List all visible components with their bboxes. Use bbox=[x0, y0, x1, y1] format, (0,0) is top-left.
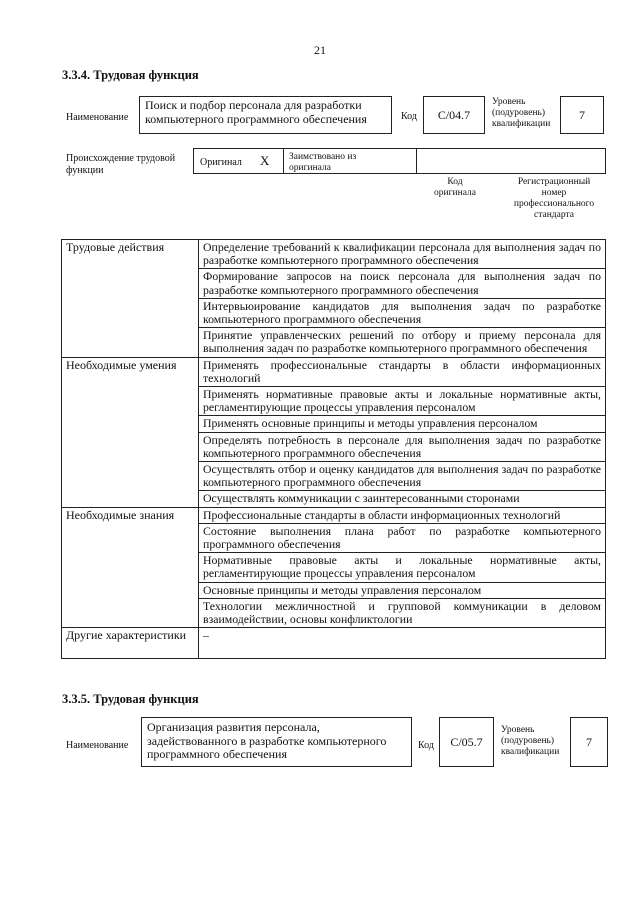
required-skills-item: Определять потребность в персонале для выполнения задач по разработке компьютерного программного обеспечения bbox=[199, 432, 606, 461]
level-label-335 bbox=[501, 725, 565, 758]
labor-actions-label: Трудовые действия bbox=[62, 240, 199, 358]
origin-code-caption: Код оригинала bbox=[434, 177, 476, 198]
code-label-335: Код bbox=[418, 740, 434, 751]
origin-label: Происхождение трудовой функции bbox=[66, 153, 176, 176]
other-characteristics-value: – bbox=[199, 628, 606, 659]
required-knowledge-item: Нормативные правовые акты и локальные нормативные акты, регламентирующие процессы управления персоналом bbox=[199, 553, 606, 582]
name-value-334: Поиск и подбор персонала для разработки компьютерного программного обеспечения bbox=[139, 96, 392, 134]
labor-actions-item: Формирование запросов на поиск персонала для выполнения задач по разработке компьютерного программного обеспечения bbox=[199, 269, 606, 298]
other-characteristics-label: Другие характеристики bbox=[62, 628, 199, 659]
name-label-334: Наименование bbox=[66, 112, 129, 123]
required-knowledge-item: Основные принципы и методы управления персоналом bbox=[199, 582, 606, 598]
labor-actions-item: Принятие управленческих решений по отбору и приему персонала для выполнения задач по разработке компьютерного программного обеспечения bbox=[199, 328, 606, 357]
name-value-335: Организация развития персонала, задействованного в разработке компьютерного программного обеспечения bbox=[141, 717, 412, 767]
labor-function-table bbox=[61, 239, 606, 659]
required-knowledge-label: Необходимые знания bbox=[62, 507, 199, 628]
name-label-335: Наименование bbox=[66, 740, 129, 751]
required-skills-item: Применять нормативные правовые акты и локальные нормативные акты, регламентирующие процессы управления персоналом bbox=[199, 387, 606, 416]
code-value-335: С/05.7 bbox=[439, 717, 494, 767]
required-skills-label: Необходимые умения bbox=[62, 357, 199, 507]
required-skills-item: Осуществлять коммуникации с заинтересованными сторонами bbox=[199, 491, 606, 507]
labor-actions-item: Интервьюирование кандидатов для выполнения задач по разработке компьютерного программного обеспечения bbox=[199, 298, 606, 327]
level-label-335-line1: Уровень bbox=[501, 725, 535, 735]
level-label-334 bbox=[492, 97, 556, 130]
section-title-334: 3.3.4. Трудовая функция bbox=[62, 68, 199, 82]
required-knowledge-item: Технологии межличностной и групповой коммуникации в деловом взаимодействии, основы конфликтологии bbox=[199, 598, 606, 627]
other-characteristics-row bbox=[62, 628, 606, 659]
level-value-335: 7 bbox=[570, 717, 608, 767]
required-knowledge-row bbox=[62, 507, 606, 523]
level-label-335-line3: квалификации bbox=[501, 747, 560, 757]
origin-mark: X bbox=[260, 153, 270, 168]
code-value-334: С/04.7 bbox=[423, 96, 485, 134]
required-knowledge-item: Состояние выполнения плана работ по разработке компьютерного программного обеспечения bbox=[199, 523, 606, 552]
origin-reg-caption: Регистрационный номер профессионального стандарта bbox=[513, 177, 595, 220]
level-label-line1: Уровень bbox=[492, 97, 526, 107]
required-skills-item: Применять основные принципы и методы управления персоналом bbox=[199, 416, 606, 432]
origin-borrowed: Заимствовано из оригинала bbox=[289, 152, 357, 173]
section-title-335: 3.3.5. Трудовая функция bbox=[62, 692, 199, 706]
required-skills-row bbox=[62, 357, 606, 386]
level-label-line2: (подуровень) bbox=[492, 108, 546, 118]
origin-row bbox=[193, 148, 606, 174]
required-skills-item: Осуществлять отбор и оценку кандидатов для выполнения задач по разработке компьютерного программного обеспечения bbox=[199, 462, 606, 491]
level-value-334: 7 bbox=[560, 96, 604, 134]
page-number: 21 bbox=[314, 43, 326, 57]
required-skills-item: Применять профессиональные стандарты в области информационных технологий bbox=[199, 357, 606, 386]
origin-divider-1 bbox=[283, 148, 284, 174]
level-label-line3: квалификации bbox=[492, 119, 551, 129]
labor-actions-item: Определение требований к квалификации персонала для выполнения задач по разработке компьютерного программного обеспечения bbox=[199, 240, 606, 269]
labor-actions-row bbox=[62, 240, 606, 269]
level-label-335-line2: (подуровень) bbox=[501, 736, 555, 746]
code-label-334: Код bbox=[401, 111, 417, 122]
required-knowledge-item: Профессиональные стандарты в области информационных технологий bbox=[199, 507, 606, 523]
origin-divider-2 bbox=[416, 148, 417, 174]
origin-original: Оригинал bbox=[200, 157, 242, 168]
